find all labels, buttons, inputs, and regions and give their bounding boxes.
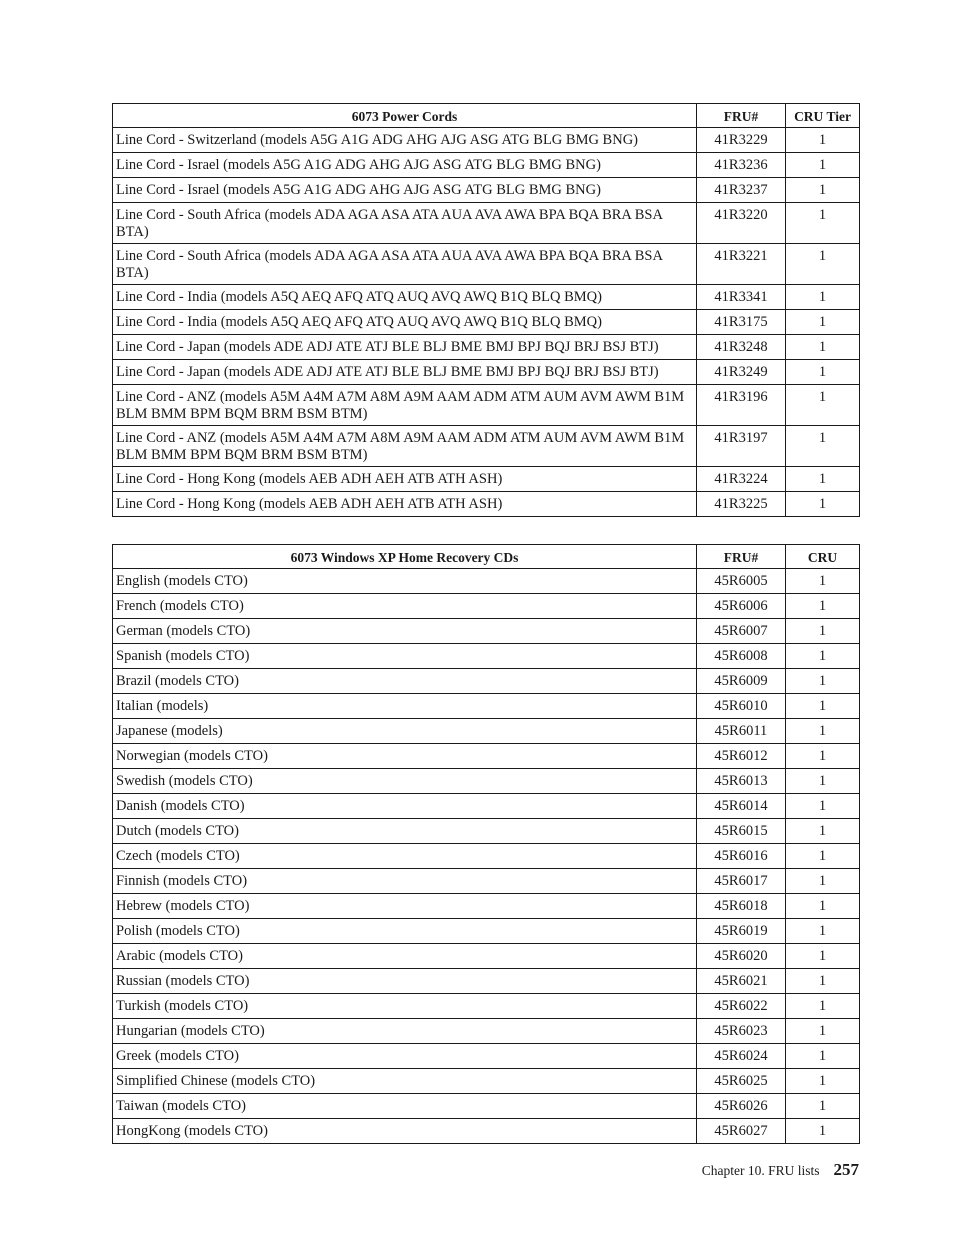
cell-cru: 1 xyxy=(786,944,860,969)
cell-fru-number: 41R3197 xyxy=(697,426,786,467)
cell-description: Line Cord - Japan (models ADE ADJ ATE ATJ BLE BLJ BME BMJ BPJ BQJ BRJ BSJ BTJ) xyxy=(113,335,697,360)
table-row xyxy=(113,894,860,919)
cell-description: Czech (models CTO) xyxy=(113,844,697,869)
cell-cru: 1 xyxy=(786,492,860,517)
cell-fru-number: 41R3221 xyxy=(697,244,786,285)
cell-fru-number: 41R3175 xyxy=(697,310,786,335)
cell-fru-number: 45R6015 xyxy=(697,819,786,844)
cell-description: Brazil (models CTO) xyxy=(113,669,697,694)
table-row xyxy=(113,744,860,769)
cell-fru-number: 45R6007 xyxy=(697,619,786,644)
cell-fru-number: 45R6026 xyxy=(697,1094,786,1119)
table-row xyxy=(113,694,860,719)
cell-description: Swedish (models CTO) xyxy=(113,769,697,794)
cell-cru: 1 xyxy=(786,178,860,203)
power-cords-table xyxy=(112,103,860,517)
cell-fru-number: 45R6005 xyxy=(697,569,786,594)
table-row xyxy=(113,1044,860,1069)
cell-cru: 1 xyxy=(786,819,860,844)
cell-description: Line Cord - Switzerland (models A5G A1G ADG AHG AJG ASG ATG BLG BMG BNG) xyxy=(113,128,697,153)
cell-cru: 1 xyxy=(786,894,860,919)
cell-fru-number: 45R6024 xyxy=(697,1044,786,1069)
table-row xyxy=(113,492,860,517)
column-header-description: 6073 Windows XP Home Recovery CDs xyxy=(113,545,697,569)
cell-cru: 1 xyxy=(786,919,860,944)
cell-cru: 1 xyxy=(786,994,860,1019)
cell-cru: 1 xyxy=(786,844,860,869)
cell-cru: 1 xyxy=(786,360,860,385)
table-row xyxy=(113,994,860,1019)
cell-description: Japanese (models) xyxy=(113,719,697,744)
cell-cru: 1 xyxy=(786,619,860,644)
cell-description: Line Cord - India (models A5Q AEQ AFQ ATQ AUQ AVQ AWQ B1Q BLQ BMQ) xyxy=(113,285,697,310)
cell-cru: 1 xyxy=(786,1044,860,1069)
cell-fru-number: 45R6008 xyxy=(697,644,786,669)
column-header-description: 6073 Power Cords xyxy=(113,104,697,128)
cell-cru: 1 xyxy=(786,1019,860,1044)
cell-cru: 1 xyxy=(786,128,860,153)
table-row xyxy=(113,426,860,467)
table-row xyxy=(113,644,860,669)
cell-description: English (models CTO) xyxy=(113,569,697,594)
column-header-cru: CRU xyxy=(786,545,860,569)
cell-fru-number: 41R3224 xyxy=(697,467,786,492)
cell-fru-number: 45R6020 xyxy=(697,944,786,969)
cell-cru: 1 xyxy=(786,335,860,360)
cell-fru-number: 41R3220 xyxy=(697,203,786,244)
table-row xyxy=(113,1069,860,1094)
cell-description: Hungarian (models CTO) xyxy=(113,1019,697,1044)
cell-cru: 1 xyxy=(786,153,860,178)
table-row xyxy=(113,719,860,744)
table-row xyxy=(113,153,860,178)
cell-fru-number: 45R6012 xyxy=(697,744,786,769)
cell-description: Taiwan (models CTO) xyxy=(113,1094,697,1119)
cell-cru: 1 xyxy=(786,285,860,310)
cell-cru: 1 xyxy=(786,467,860,492)
cell-description: Line Cord - Hong Kong (models AEB ADH AEH ATB ATH ASH) xyxy=(113,467,697,492)
cell-description: Line Cord - South Africa (models ADA AGA ASA ATA AUA AVA AWA BPA BQA BRA BSA BTA) xyxy=(113,203,697,244)
cell-fru-number: 45R6027 xyxy=(697,1119,786,1144)
cell-cru: 1 xyxy=(786,1094,860,1119)
cell-fru-number: 45R6009 xyxy=(697,669,786,694)
cell-cru: 1 xyxy=(786,203,860,244)
table-row xyxy=(113,1094,860,1119)
column-header-fru: FRU# xyxy=(697,545,786,569)
cell-fru-number: 41R3196 xyxy=(697,385,786,426)
table-row xyxy=(113,467,860,492)
cell-description: German (models CTO) xyxy=(113,619,697,644)
table-row xyxy=(113,385,860,426)
cell-cru: 1 xyxy=(786,794,860,819)
cell-fru-number: 45R6017 xyxy=(697,869,786,894)
cell-cru: 1 xyxy=(786,594,860,619)
cell-description: Line Cord - Israel (models A5G A1G ADG AHG AJG ASG ATG BLG BMG BNG) xyxy=(113,178,697,203)
cell-description: Hebrew (models CTO) xyxy=(113,894,697,919)
table-row xyxy=(113,335,860,360)
cell-description: Line Cord - ANZ (models A5M A4M A7M A8M A9M AAM ADM ATM AUM AVM AWM B1M BLM BMM BPM BQM BRM BSM BTM) xyxy=(113,385,697,426)
table-row xyxy=(113,128,860,153)
table-row xyxy=(113,594,860,619)
cell-cru: 1 xyxy=(786,969,860,994)
cell-fru-number: 45R6023 xyxy=(697,1019,786,1044)
table-row xyxy=(113,619,860,644)
cell-cru: 1 xyxy=(786,310,860,335)
cell-description: Greek (models CTO) xyxy=(113,1044,697,1069)
table-row xyxy=(113,244,860,285)
cell-description: Line Cord - India (models A5Q AEQ AFQ ATQ AUQ AVQ AWQ B1Q BLQ BMQ) xyxy=(113,310,697,335)
table-row xyxy=(113,969,860,994)
cell-description: HongKong (models CTO) xyxy=(113,1119,697,1144)
cell-fru-number: 41R3229 xyxy=(697,128,786,153)
cell-fru-number: 45R6013 xyxy=(697,769,786,794)
table-row xyxy=(113,203,860,244)
table-row xyxy=(113,669,860,694)
cell-description: Line Cord - Hong Kong (models AEB ADH AEH ATB ATH ASH) xyxy=(113,492,697,517)
cell-fru-number: 45R6011 xyxy=(697,719,786,744)
cell-cru: 1 xyxy=(786,669,860,694)
cell-fru-number: 45R6021 xyxy=(697,969,786,994)
cell-description: Arabic (models CTO) xyxy=(113,944,697,969)
cell-description: Dutch (models CTO) xyxy=(113,819,697,844)
column-header-fru: FRU# xyxy=(697,104,786,128)
cell-fru-number: 41R3248 xyxy=(697,335,786,360)
cell-cru: 1 xyxy=(786,769,860,794)
cell-cru: 1 xyxy=(786,1069,860,1094)
table-row xyxy=(113,819,860,844)
page-number: 257 xyxy=(833,1160,859,1179)
cell-fru-number: 41R3341 xyxy=(697,285,786,310)
cell-fru-number: 41R3237 xyxy=(697,178,786,203)
table-row xyxy=(113,178,860,203)
cell-description: Line Cord - Japan (models ADE ADJ ATE ATJ BLE BLJ BME BMJ BPJ BQJ BRJ BSJ BTJ) xyxy=(113,360,697,385)
cell-description: Finnish (models CTO) xyxy=(113,869,697,894)
cell-fru-number: 41R3236 xyxy=(697,153,786,178)
cell-cru: 1 xyxy=(786,244,860,285)
cell-cru: 1 xyxy=(786,426,860,467)
cell-description: Russian (models CTO) xyxy=(113,969,697,994)
table-header-row xyxy=(113,545,860,569)
recovery-cds-table xyxy=(112,544,860,1144)
cell-fru-number: 45R6016 xyxy=(697,844,786,869)
cell-cru: 1 xyxy=(786,569,860,594)
cell-description: Simplified Chinese (models CTO) xyxy=(113,1069,697,1094)
cell-cru: 1 xyxy=(786,694,860,719)
cell-cru: 1 xyxy=(786,385,860,426)
cell-fru-number: 45R6019 xyxy=(697,919,786,944)
cell-fru-number: 45R6006 xyxy=(697,594,786,619)
cell-cru: 1 xyxy=(786,1119,860,1144)
table-row xyxy=(113,794,860,819)
cell-fru-number: 45R6025 xyxy=(697,1069,786,1094)
chapter-label: Chapter 10. FRU lists xyxy=(701,1163,820,1178)
column-header-cru-tier: CRU Tier xyxy=(786,104,860,128)
cell-cru: 1 xyxy=(786,644,860,669)
table-row xyxy=(113,1119,860,1144)
table-row xyxy=(113,360,860,385)
cell-description: Polish (models CTO) xyxy=(113,919,697,944)
cell-fru-number: 41R3249 xyxy=(697,360,786,385)
cell-description: French (models CTO) xyxy=(113,594,697,619)
cell-description: Norwegian (models CTO) xyxy=(113,744,697,769)
table-row xyxy=(113,569,860,594)
page-footer xyxy=(702,1160,859,1180)
cell-cru: 1 xyxy=(786,744,860,769)
cell-description: Line Cord - South Africa (models ADA AGA ASA ATA AUA AVA AWA BPA BQA BRA BSA BTA) xyxy=(113,244,697,285)
cell-description: Line Cord - ANZ (models A5M A4M A7M A8M A9M AAM ADM ATM AUM AVM AWM B1M BLM BMM BPM BQM BRM BSM BTM) xyxy=(113,426,697,467)
table-row xyxy=(113,310,860,335)
table-row xyxy=(113,1019,860,1044)
cell-description: Spanish (models CTO) xyxy=(113,644,697,669)
cell-description: Italian (models) xyxy=(113,694,697,719)
table-row xyxy=(113,844,860,869)
cell-fru-number: 41R3225 xyxy=(697,492,786,517)
cell-description: Turkish (models CTO) xyxy=(113,994,697,1019)
cell-fru-number: 45R6010 xyxy=(697,694,786,719)
cell-cru: 1 xyxy=(786,869,860,894)
cell-description: Line Cord - Israel (models A5G A1G ADG AHG AJG ASG ATG BLG BMG BNG) xyxy=(113,153,697,178)
cell-description: Danish (models CTO) xyxy=(113,794,697,819)
cell-cru: 1 xyxy=(786,719,860,744)
table-row xyxy=(113,919,860,944)
cell-fru-number: 45R6014 xyxy=(697,794,786,819)
cell-fru-number: 45R6022 xyxy=(697,994,786,1019)
table-row xyxy=(113,869,860,894)
table-header-row xyxy=(113,104,860,128)
table-row xyxy=(113,285,860,310)
table-row xyxy=(113,769,860,794)
table-row xyxy=(113,944,860,969)
cell-fru-number: 45R6018 xyxy=(697,894,786,919)
